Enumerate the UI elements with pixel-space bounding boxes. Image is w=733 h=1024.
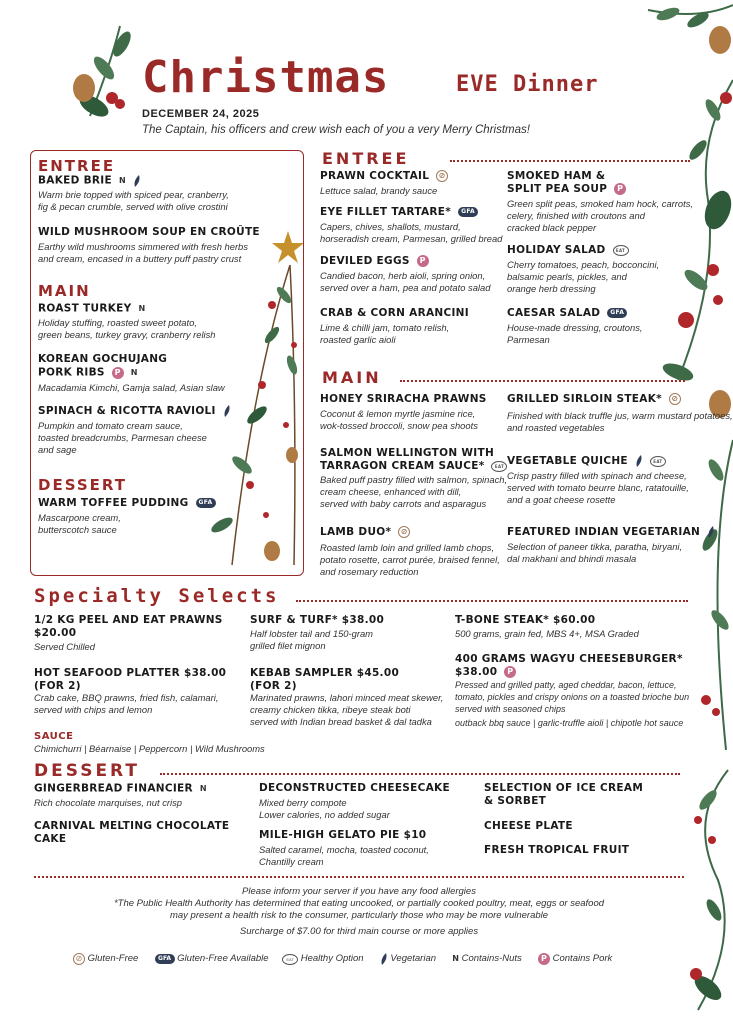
menu-item-description: Parmesan <box>507 334 550 345</box>
menu-item-description: Roasted lamb loin and grilled lamb chops, <box>320 542 495 553</box>
menu-item-name: & SORBET <box>484 795 547 807</box>
menu-item-name: SPLIT PEA SOUP <box>507 183 608 195</box>
contains-pork-icon: P <box>614 183 626 195</box>
menu-item-description: fig & pecan crumble, served with olive crostini <box>38 201 228 212</box>
healthy-option-icon: EAT <box>613 245 629 256</box>
menu-item-name: FEATURED INDIAN VEGETARIAN <box>507 526 701 538</box>
menu-item-description: dal makhani and bhindi masala <box>507 553 637 564</box>
menu-item-description: Holiday stuffing, roasted sweet potato, <box>38 317 197 328</box>
menu-item-description: Cherry tomatoes, peach, bocconcini, <box>507 259 660 270</box>
menu-item-description: Chantilly cream <box>259 856 324 867</box>
menu-item-name: WILD MUSHROOM SOUP EN CROÛTE <box>38 226 260 238</box>
menu-item-description: green beans, turkey gravy, cranberry relish <box>38 329 216 340</box>
section-divider <box>296 600 688 602</box>
vegetarian-icon <box>635 455 643 467</box>
vegetarian-icon <box>133 175 141 187</box>
menu-item-description: Salted caramel, mocha, toasted coconut, <box>259 844 429 855</box>
health-notice: may present a health risk to the consumer, particularly those who may be more vulnerable <box>169 910 549 921</box>
menu-item-description: cream cheese, enhanced with dill, <box>320 486 462 497</box>
menu-item-name: MILE-HIGH GELATO PIE $10 <box>259 829 427 841</box>
menu-item-name: GINGERBREAD FINANCIER <box>34 782 193 795</box>
contains-nuts-icon: N <box>138 304 146 313</box>
section-heading-dessert-bottom: DESSERT <box>34 761 140 781</box>
footer-divider <box>34 876 684 878</box>
event-date: DECEMBER 24, 2025 <box>142 108 260 120</box>
menu-item-description: wok-tossed broccoli, snow pea shoots <box>320 420 478 431</box>
section-heading-main-right: MAIN <box>322 368 382 387</box>
section-divider <box>160 773 680 775</box>
contains-nuts-icon: N <box>199 784 207 793</box>
menu-item-name: GRILLED SIRLOIN STEAK* <box>507 393 662 405</box>
menu-item-name: PRAWN COCKTAIL <box>320 170 430 182</box>
legend-contains-nuts: Contains-Nuts <box>461 953 522 964</box>
menu-item-description: creamy chicken tikka, ribeye steak boti <box>250 704 411 715</box>
legend-gluten-free: Gluten-Free <box>87 953 139 964</box>
menu-item-description: 500 grams, grain fed, MBS 4+, MSA Graded <box>455 628 639 639</box>
menu-item-description: Candied bacon, herb aioli, spring onion, <box>320 270 486 281</box>
menu-item-name: FRESH TROPICAL FRUIT <box>484 844 630 856</box>
menu-item-name: WARM TOFFEE PUDDING <box>38 497 189 509</box>
menu-item-description: Selection of paneer tikka, paratha, biryani, <box>507 541 683 552</box>
gluten-free-available-icon: GFA <box>458 207 478 217</box>
section-divider <box>450 160 690 162</box>
menu-item-description: served with tomato beurre blanc, ratatouille, <box>507 482 689 493</box>
contains-nuts-icon: N <box>118 176 126 185</box>
menu-item-name: SURF & TURF* $38.00 <box>250 614 385 626</box>
menu-item-name: HOT SEAFOOD PLATTER $38.00 <box>34 667 227 679</box>
legend-vegetarian: Vegetarian <box>390 953 437 964</box>
menu-item-description: Pressed and grilled patty, aged cheddar, bacon, lettuce, <box>455 680 677 690</box>
menu-item-name: HOLIDAY SALAD <box>507 244 606 256</box>
contains-pork-icon: P <box>417 255 429 267</box>
menu-item-description: Macadamia Kimchi, Gamja salad, Asian slaw <box>38 382 225 393</box>
menu-item-description: celery, finished with croutons and <box>507 210 645 221</box>
menu-item-name: LAMB DUO* <box>320 526 392 538</box>
menu-item-price: $38.00 <box>455 666 498 678</box>
menu-item-description: Served Chilled <box>34 641 95 652</box>
menu-item-name: SPINACH & RICOTTA RAVIOLI <box>38 405 216 417</box>
gluten-free-icon: ⊘ <box>398 526 410 538</box>
legend-gluten-free-available: Gluten-Free Available <box>177 953 269 964</box>
menu-item-description: served with chips and lemon <box>34 704 153 715</box>
vegetarian-icon <box>223 405 231 417</box>
page-title-sub: EVE Dinner <box>456 72 599 97</box>
menu-item-description: Mascarpone cream, <box>38 512 121 523</box>
holly-decoration-top-left-icon <box>60 16 150 126</box>
healthy-option-icon: EAT <box>491 461 507 472</box>
menu-item-description: Lettuce salad, brandy sauce <box>320 185 438 196</box>
menu-item-description: Pumpkin and tomato cream sauce, <box>38 420 183 431</box>
menu-item-description: Baked puff pastry filled with salmon, spinach, <box>320 474 508 485</box>
section-divider <box>400 380 685 382</box>
menu-item-description: Crisp pastry filled with spinach and cheese, <box>507 470 687 481</box>
menu-item-description: orange herb dressing <box>507 283 596 294</box>
menu-item-name: DEVILED EGGS <box>320 255 410 267</box>
page-title: Christmas <box>142 52 390 103</box>
contains-nuts-icon: N <box>452 954 459 963</box>
menu-item-name: SMOKED HAM & <box>507 170 606 182</box>
sauce-list: Chimichurri | Béarnaise | Peppercorn | Wild Mushrooms <box>34 743 265 754</box>
healthy-option-icon: EAT <box>282 954 298 965</box>
menu-item-description: roasted garlic aioli <box>320 334 396 345</box>
menu-item-description: served with Indian bread basket & dal tadka <box>250 716 432 727</box>
menu-item-name: CAKE <box>34 833 67 845</box>
menu-item-description: butterscotch sauce <box>38 524 117 535</box>
menu-item-description: Half lobster tail and 150-gram <box>250 628 373 639</box>
menu-item-description: grilled filet mignon <box>250 640 326 651</box>
menu-item-description: and sage <box>38 444 77 455</box>
menu-item-description: balsamic pearls, pickles, and <box>507 271 627 282</box>
menu-item-name: (FOR 2) <box>250 680 297 692</box>
menu-item-description: Mixed berry compote <box>259 797 347 808</box>
menu-item-name: TARRAGON CREAM SAUCE* <box>320 460 485 472</box>
vegetarian-icon <box>380 953 388 965</box>
contains-nuts-icon: N <box>130 368 138 377</box>
vegetarian-icon <box>707 526 715 538</box>
menu-item-description: tomato, pickles and crispy onions on a toasted brioche bun <box>455 692 690 702</box>
menu-item-name: HONEY SRIRACHA PRAWNS <box>320 393 487 405</box>
section-heading-main: MAIN <box>38 282 91 300</box>
gluten-free-available-icon: GFA <box>196 498 216 508</box>
menu-item-description: potato rosette, carrot purée, braised fennel, <box>320 554 500 565</box>
menu-item-name: KOREAN GOCHUJANG <box>38 353 168 365</box>
holly-decoration-right-side-icon <box>686 430 733 760</box>
menu-item-description: Green split peas, smoked ham hock, carrots, <box>507 198 694 209</box>
icon-legend <box>70 953 670 966</box>
menu-item-description: served with seasoned chips <box>455 704 566 714</box>
section-heading-specialty: Specialty Selects <box>34 585 280 607</box>
contains-pork-icon: P <box>112 367 124 379</box>
menu-item-description: Marinated prawns, lahori minced meat skewer, <box>250 692 444 703</box>
surcharge-notice: Surcharge of $7.00 for third main course or more applies <box>239 926 479 937</box>
menu-item-description: toasted breadcrumbs, Parmesan cheese <box>38 432 207 443</box>
menu-item-description: and rosemary reduction <box>320 566 419 577</box>
menu-item-description: Lime & chilli jam, tomato relish, <box>320 322 450 333</box>
menu-item-name: CHEESE PLATE <box>484 820 573 832</box>
menu-item-name: EYE FILLET TARTARE* <box>320 206 452 218</box>
menu-item-name: KEBAB SAMPLER $45.00 <box>250 667 400 679</box>
menu-item-name: T-BONE STEAK* $60.00 <box>455 614 596 626</box>
menu-item-description: and a goat cheese rosette <box>507 494 616 505</box>
menu-item-name: ROAST TURKEY <box>38 302 132 315</box>
menu-item-description: Earthy wild mushrooms simmered with fresh herbs <box>38 241 248 252</box>
gluten-free-icon: ⊘ <box>73 953 85 965</box>
menu-item-name: CARNIVAL MELTING CHOCOLATE <box>34 820 230 832</box>
menu-item-description: Finished with black truffle jus, warm mustard potatoes, <box>507 410 733 421</box>
menu-item-description: and cream, encased in a buttery puff pastry crust <box>38 253 242 264</box>
gluten-free-icon: ⊘ <box>669 393 681 405</box>
allergy-notice: Please inform your server if you have any food allergies <box>242 886 476 897</box>
menu-item-description: Crab cake, BBQ prawns, fried fish, calamari, <box>34 692 219 703</box>
menu-item-name: CAESAR SALAD <box>507 307 601 319</box>
health-notice: *The Public Health Authority has determined that eating uncooked, or partially cooked poultry, meat, eggs or seafood <box>113 898 605 909</box>
menu-item-name: SALMON WELLINGTON WITH <box>320 447 495 459</box>
gluten-free-available-icon: GFA <box>607 308 627 318</box>
menu-item-description: Rich chocolate marquises, nut crisp <box>34 797 182 808</box>
menu-item-description: horseradish cream, Parmesan, grilled bread <box>320 233 503 244</box>
menu-item-name: (FOR 2) <box>34 680 81 692</box>
healthy-option-icon: EAT <box>650 456 666 467</box>
legend-contains-pork: Contains Pork <box>552 953 613 964</box>
contains-pork-icon: P <box>504 666 516 678</box>
sauce-options: outback bbq sauce | garlic-truffle aioli | chipotle hot sauce <box>455 718 684 728</box>
menu-item-name: VEGETABLE QUICHE <box>507 455 628 467</box>
menu-item-name: DECONSTRUCTED CHEESECAKE <box>259 782 450 794</box>
menu-item-description: Lower calories, no added sugar <box>259 809 390 820</box>
section-heading-dessert: DESSERT <box>38 476 127 494</box>
menu-item-name: PORK RIBS <box>38 366 105 379</box>
menu-item-description: Capers, chives, shallots, mustard, <box>320 221 461 232</box>
menu-item-description: served with baby carrots and asparagus <box>320 498 487 509</box>
menu-item-name: CRAB & CORN ARANCINI <box>320 307 469 319</box>
menu-item-name: 400 GRAMS WAGYU CHEESEBURGER* <box>455 653 683 665</box>
menu-item-description: and roasted vegetables <box>507 422 605 433</box>
menu-item-price: $20.00 <box>34 627 77 639</box>
menu-item-name: BAKED BRIE N <box>38 174 141 188</box>
menu-item-description: cracked black pepper <box>507 222 597 233</box>
section-heading-entree: ENTREE <box>38 157 116 175</box>
section-heading-entree-right: ENTREE <box>322 149 410 168</box>
sauce-heading: SAUCE <box>34 731 74 742</box>
legend-healthy: Healthy Option <box>300 953 364 964</box>
menu-item-description: Coconut & lemon myrtle jasmine rice, <box>320 408 476 419</box>
greeting-text: The Captain, his officers and crew wish each of you a very Merry Christmas! <box>142 124 530 136</box>
menu-item-description: served over a ham, pea and potato salad <box>320 282 491 293</box>
contains-pork-icon: P <box>538 953 550 965</box>
gluten-free-available-icon: GFA <box>155 954 175 964</box>
menu-item-description: Warm brie topped with spiced pear, cranberry, <box>38 189 229 200</box>
menu-item-description: House-made dressing, croutons, <box>507 322 643 333</box>
menu-item-name: SELECTION OF ICE CREAM <box>484 782 644 794</box>
menu-item-name: 1/2 KG PEEL AND EAT PRAWNS <box>34 614 223 626</box>
gluten-free-icon: ⊘ <box>436 170 448 182</box>
